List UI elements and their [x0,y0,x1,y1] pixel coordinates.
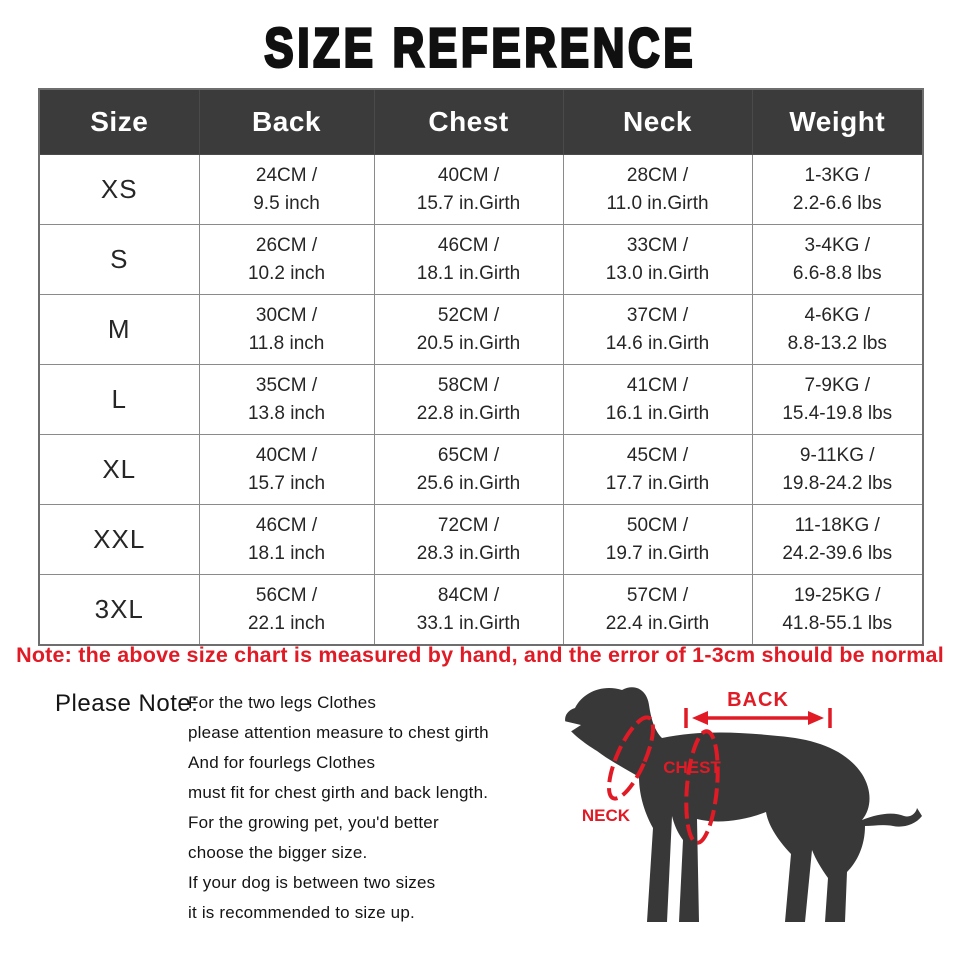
size-cell: 3XL [39,575,199,646]
neck-label: NECK [581,806,631,825]
back-label: BACK [727,689,789,711]
weight-cell: 7-9KG / 15.4-19.8 lbs [752,365,923,435]
table-row-xs [39,155,923,225]
please-note-label: Please Note: [55,690,199,717]
chest-cell: 58CM / 22.8 in.Girth [374,365,563,435]
table-row-s [39,225,923,295]
neck-cell: 50CM / 19.7 in.Girth [563,505,752,575]
table-row-l [39,365,923,435]
weight-cell: 19-25KG / 41.8-55.1 lbs [752,575,923,646]
neck-cell: 57CM / 22.4 in.Girth [563,575,752,646]
neck-cell: 41CM / 16.1 in.Girth [563,365,752,435]
column-header-size: Size [39,89,199,155]
note-line: choose the bigger size. [188,843,368,862]
header-row [39,89,923,155]
neck-cell: 45CM / 17.7 in.Girth [563,435,752,505]
back-measure-arrow-icon [686,708,830,728]
note-line: it is recommended to size up. [188,903,415,922]
size-cell: L [39,365,199,435]
please-note-lines [188,694,489,934]
back-cell: 30CM / 11.8 inch [199,295,374,365]
chest-cell: 65CM / 25.6 in.Girth [374,435,563,505]
page-header [0,16,960,79]
table-row-m [39,295,923,365]
note-line: please attention measure to chest girth [188,723,489,742]
column-header-back: Back [199,89,374,155]
size-reference-table [38,88,924,646]
column-header-neck: Neck [563,89,752,155]
note-line: For the growing pet, you'd better [188,813,439,832]
back-cell: 56CM / 22.1 inch [199,575,374,646]
size-cell: M [39,295,199,365]
weight-cell: 3-4KG / 6.6-8.8 lbs [752,225,923,295]
dog-silhouette-icon [565,687,922,922]
back-cell: 24CM / 9.5 inch [199,155,374,225]
table-row-xl [39,435,923,505]
neck-cell: 37CM / 14.6 in.Girth [563,295,752,365]
back-cell: 40CM / 15.7 inch [199,435,374,505]
chest-cell: 72CM / 28.3 in.Girth [374,505,563,575]
size-cell: XXL [39,505,199,575]
page-title: SIZE REFERENCE [263,17,696,79]
back-cell: 46CM / 18.1 inch [199,505,374,575]
note-line: And for fourlegs Clothes [188,753,376,772]
neck-cell: 28CM / 11.0 in.Girth [563,155,752,225]
size-cell: S [39,225,199,295]
chest-label: CHEST [663,758,721,777]
note-line: If your dog is between two sizes [188,873,436,892]
table-row-xxl [39,505,923,575]
chest-cell: 46CM / 18.1 in.Girth [374,225,563,295]
column-header-chest: Chest [374,89,563,155]
note-line: must fit for chest girth and back length. [188,783,489,802]
weight-cell: 9-11KG / 19.8-24.2 lbs [752,435,923,505]
weight-cell: 11-18KG / 24.2-39.6 lbs [752,505,923,575]
chest-cell: 40CM / 15.7 in.Girth [374,155,563,225]
measurement-error-note: Note: the above size chart is measured by hand, and the error of 1-3cm should be normal [16,643,944,667]
chest-cell: 52CM / 20.5 in.Girth [374,295,563,365]
weight-cell: 1-3KG / 2.2-6.6 lbs [752,155,923,225]
table-row-3xl [39,575,923,646]
chest-cell: 84CM / 33.1 in.Girth [374,575,563,646]
size-cell: XL [39,435,199,505]
column-header-weight: Weight [752,89,923,155]
back-cell: 26CM / 10.2 inch [199,225,374,295]
size-cell: XS [39,155,199,225]
weight-cell: 4-6KG / 8.8-13.2 lbs [752,295,923,365]
back-cell: 35CM / 13.8 inch [199,365,374,435]
note-line: For the two legs Clothes [188,693,377,712]
dog-measurement-diagram [540,670,960,960]
neck-cell: 33CM / 13.0 in.Girth [563,225,752,295]
